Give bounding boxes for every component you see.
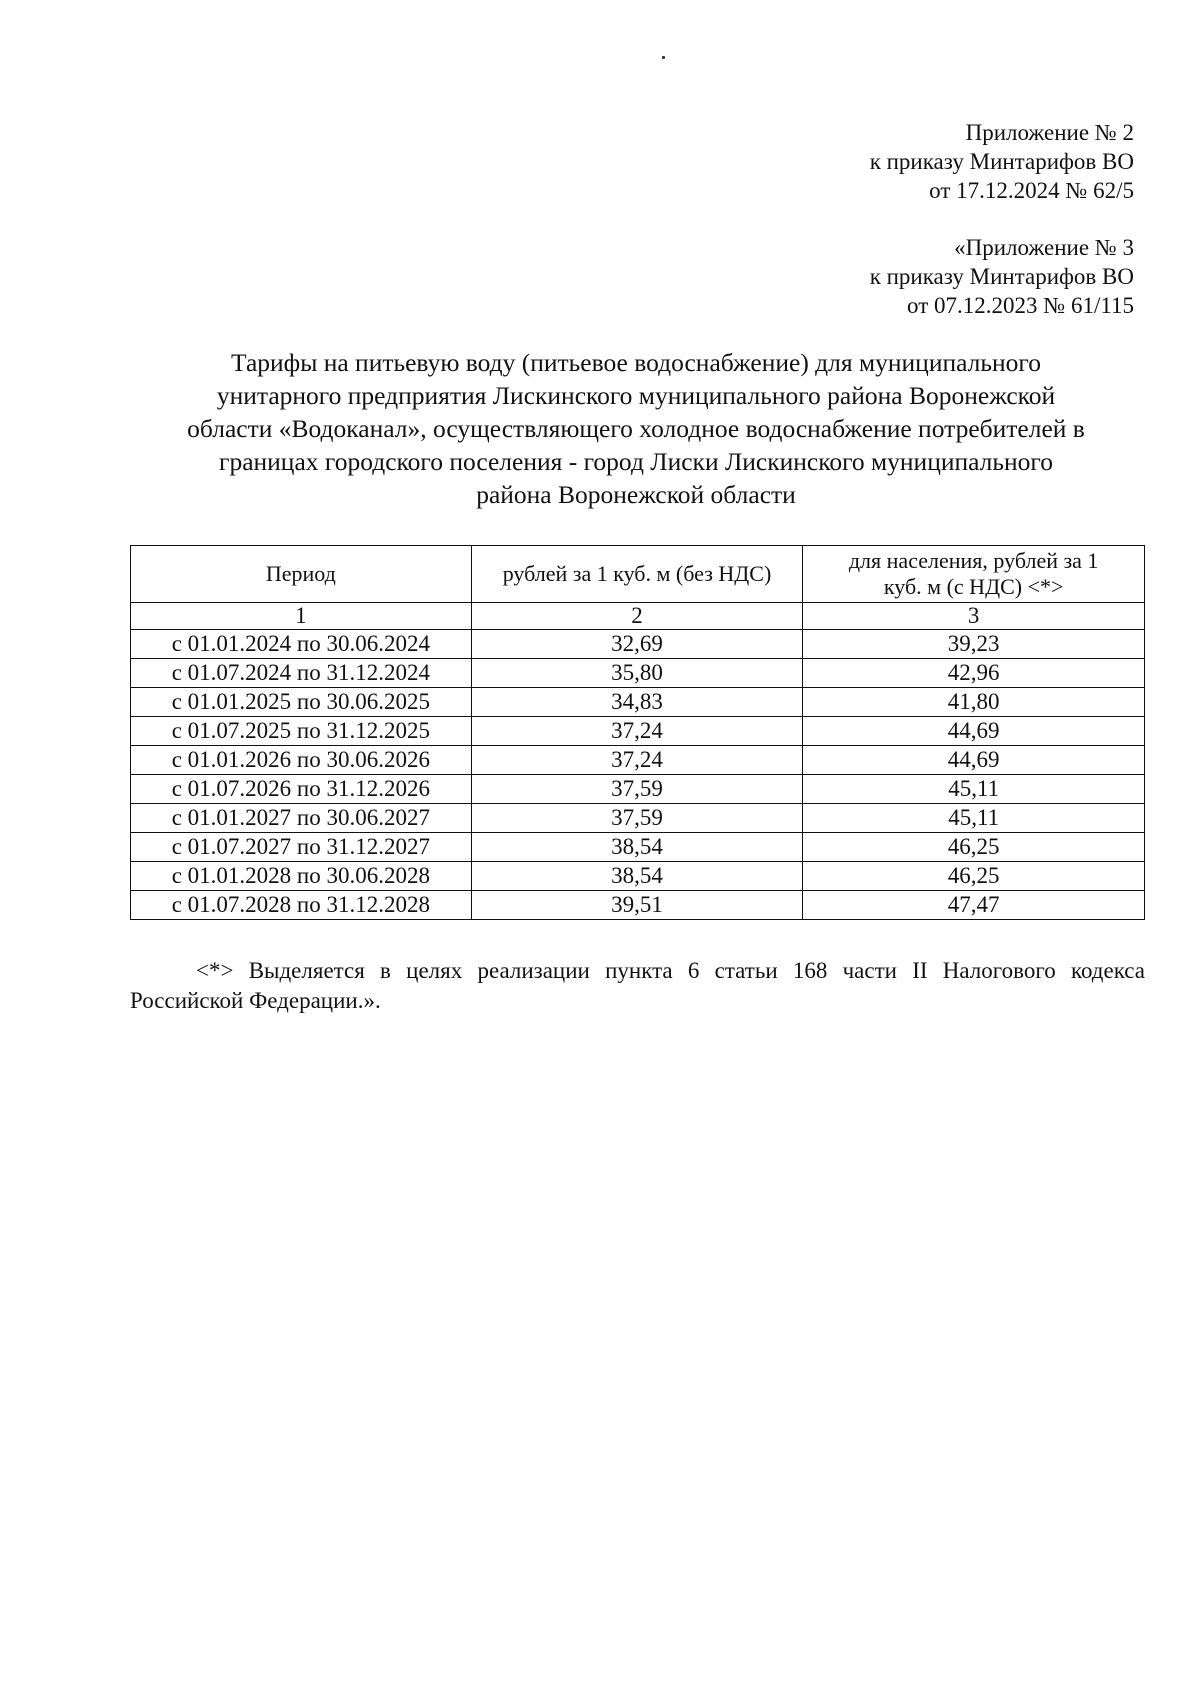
tariff-no-vat-cell: 38,54	[471, 833, 803, 862]
footnote-line-1: <*> Выделяется в целях реализации пункта 6 статьи 168 части II Налогового кодекса	[196, 958, 1145, 983]
tariff-no-vat-cell: 37,59	[471, 775, 803, 804]
appendix-original-line-1: «Приложение № 3	[954, 235, 1134, 260]
header-with-vat-line-2: куб. м (с НДС) <*>	[883, 574, 1064, 599]
tariff-with-vat-cell: 47,47	[803, 891, 1145, 920]
period-cell: с 01.07.2028 по 31.12.2028	[131, 891, 472, 920]
table-row	[131, 746, 1145, 775]
period-cell: с 01.01.2027 по 30.06.2027	[131, 804, 472, 833]
title-line-5: района Воронежской области	[476, 480, 796, 509]
tariff-no-vat-cell: 37,24	[471, 717, 803, 746]
appendix-original-header	[870, 233, 1134, 320]
tariff-no-vat-cell: 35,80	[471, 659, 803, 688]
table-row	[131, 630, 1145, 659]
column-number-1: 1	[131, 603, 472, 630]
title-line-1: Тарифы на питьевую воду (питьевое водоснабжение) для муниципального	[231, 348, 1041, 377]
appendix-current-header	[870, 118, 1134, 205]
tariff-no-vat-cell: 37,24	[471, 746, 803, 775]
title-line-4: границах городского поселения - город Лиски Лискинского муниципального	[218, 447, 1054, 476]
period-cell: с 01.01.2026 по 30.06.2026	[131, 746, 472, 775]
column-number-2: 2	[471, 603, 803, 630]
tariff-no-vat-cell: 34,83	[471, 688, 803, 717]
header-period: Период	[131, 546, 472, 603]
table-row	[131, 862, 1145, 891]
tariff-with-vat-cell: 42,96	[803, 659, 1145, 688]
appendix-current-line-3: от 17.12.2024 № 62/5	[929, 178, 1134, 203]
table-row	[131, 891, 1145, 920]
appendix-current-line-2: к приказу Минтарифов ВО	[869, 149, 1134, 174]
period-cell: с 01.01.2025 по 30.06.2025	[131, 688, 472, 717]
document-title	[128, 346, 1144, 511]
tariff-with-vat-cell: 46,25	[803, 862, 1145, 891]
tariff-with-vat-cell: 45,11	[803, 775, 1145, 804]
header-no-vat: рублей за 1 куб. м (без НДС)	[471, 546, 803, 603]
period-cell: с 01.01.2024 по 30.06.2024	[131, 630, 472, 659]
table-row	[131, 717, 1145, 746]
tariff-with-vat-cell: 44,69	[803, 746, 1145, 775]
header-with-vat	[803, 546, 1145, 603]
footnote-line-2: Российской Федерации.».	[130, 988, 381, 1013]
header-with-vat-line-1: для населения, рублей за 1	[848, 548, 1099, 573]
scan-speck	[662, 56, 665, 59]
table-row	[131, 688, 1145, 717]
title-line-3: области «Водоканал», осуществляющего холодное водоснабжение потребителей в	[187, 414, 1085, 443]
period-cell: с 01.07.2026 по 31.12.2026	[131, 775, 472, 804]
period-cell: с 01.01.2028 по 30.06.2028	[131, 862, 472, 891]
tariff-with-vat-cell: 46,25	[803, 833, 1145, 862]
tariff-no-vat-cell: 39,51	[471, 891, 803, 920]
title-line-2: унитарного предприятия Лискинского муниципального района Воронежской	[216, 381, 1056, 410]
column-number-row	[131, 603, 1145, 630]
tariff-table	[130, 545, 1145, 920]
tariff-no-vat-cell: 38,54	[471, 862, 803, 891]
footnote	[130, 956, 1145, 1016]
tariff-with-vat-cell: 44,69	[803, 717, 1145, 746]
appendix-original-line-3: от 07.12.2023 № 61/115	[907, 293, 1134, 318]
period-cell: с 01.07.2025 по 31.12.2025	[131, 717, 472, 746]
appendix-original-line-2: к приказу Минтарифов ВО	[869, 264, 1134, 289]
appendix-current-line-1: Приложение № 2	[965, 120, 1134, 145]
tariff-with-vat-cell: 41,80	[803, 688, 1145, 717]
tariff-no-vat-cell: 37,59	[471, 804, 803, 833]
table-row	[131, 775, 1145, 804]
period-cell: с 01.07.2027 по 31.12.2027	[131, 833, 472, 862]
table-row	[131, 804, 1145, 833]
table-header-row	[131, 546, 1145, 603]
tariff-no-vat-cell: 32,69	[471, 630, 803, 659]
tariff-with-vat-cell: 39,23	[803, 630, 1145, 659]
table-row	[131, 659, 1145, 688]
column-number-3: 3	[803, 603, 1145, 630]
table-row	[131, 833, 1145, 862]
tariff-with-vat-cell: 45,11	[803, 804, 1145, 833]
period-cell: с 01.07.2024 по 31.12.2024	[131, 659, 472, 688]
